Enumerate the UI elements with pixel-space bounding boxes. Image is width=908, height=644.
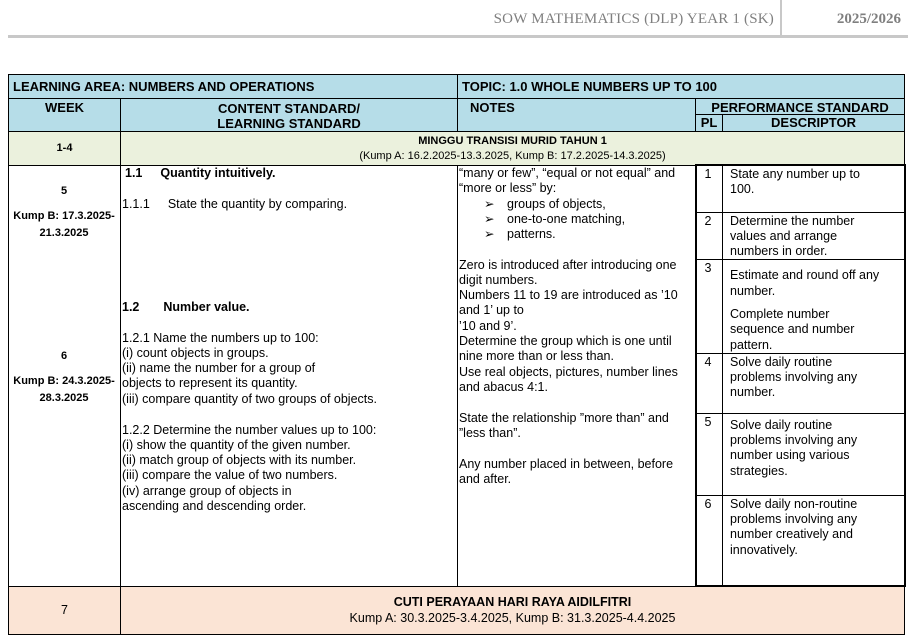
week-cell [9, 165, 121, 586]
table-row [697, 260, 904, 353]
week-6: 6 Kump B: 24.3.2025- 28.3.2025 [13, 349, 115, 404]
section-1-2-heading: 1.2 Number value. [122, 299, 250, 314]
notes-header: NOTES [458, 99, 696, 132]
holiday-period [121, 586, 905, 634]
notes-cell [458, 165, 696, 586]
learning-area: LEARNING AREA: NUMBERS AND OPERATIONS [9, 75, 458, 99]
descriptor-5: Solve daily routine problems involving any number using various strategies. [723, 413, 904, 495]
performance-level-table [697, 166, 904, 585]
standard-1-2-1: 1.2.1 Name the numbers up to 100: (i) count objects in groups. (ii) name the number for a group of objects to represent its quantity. (iii) compare quantity of two groups of objects. [122, 330, 377, 406]
holiday-week: 7 [9, 586, 121, 634]
table-row [697, 353, 904, 413]
notes-paragraph-relationship: State the relationship ”more than” and ”less than”. [459, 410, 669, 440]
table-row [697, 413, 904, 495]
header-divider [780, 0, 782, 36]
descriptor-4: Solve daily routine problems involving any number. [723, 353, 904, 413]
scheme-of-work-table [8, 74, 906, 635]
pl-4: 4 [697, 353, 723, 413]
standard-1-2-2: 1.2.2 Determine the number values up to 100: (i) show the quantity of the given number. (ii) match group of objects with its number. (iii) compare the value of two numbers. (iv) arrange group of objects in ascending and descending order. [122, 422, 377, 513]
notes-paragraph-placement: Any number placed in between, before and after. [459, 456, 674, 486]
transition-period [121, 132, 905, 166]
week-5: 5 Kump B: 17.3.2025- 21.3.2025 [13, 184, 115, 239]
table-row [697, 495, 904, 585]
holiday-dates: Kump A: 30.3.2025-3.4.2025, Kump B: 31.3.2025-4.4.2025 [349, 611, 676, 626]
transition-week: 1-4 [9, 132, 121, 166]
performance-standard-cell [696, 165, 905, 586]
document-title: SOW MATHEMATICS (DLP) YEAR 1 (SK) [493, 11, 774, 27]
page-header [8, 0, 908, 38]
descriptor-2: Determine the number values and arrange numbers in order. [723, 212, 904, 260]
content-standard-cell [121, 165, 458, 586]
week-header: WEEK [9, 99, 121, 132]
section-1-1-heading: 1.1 Quantity intuitively. [125, 165, 276, 180]
descriptor-6: Solve daily non-routine problems involving any number creatively and innovatively. [723, 495, 904, 585]
pl-1: 1 [697, 166, 723, 212]
notes-paragraph-zero: Zero is introduced after introducing one digit numbers. Numbers 11 to 19 are introduced as ’10 and 1’ up to ’10 and 9’. Determine the group which is one until nine more than or less than. Use real objects, pictures, number lines and abacus 4:1. [459, 257, 678, 394]
descriptor-header: DESCRIPTOR [771, 115, 857, 130]
holiday-title: CUTI PERAYAAN HARI RAYA AIDILFITRI [393, 595, 632, 610]
topic: TOPIC: 1.0 WHOLE NUMBERS UP TO 100 [458, 75, 905, 99]
pl-5: 5 [697, 413, 723, 495]
list-item: ➢ groups of objects, [484, 196, 606, 211]
transition-title: MINGGU TRANSISI MURID TAHUN 1 [418, 135, 607, 147]
transition-dates: (Kump A: 16.2.2025-13.3.2025, Kump B: 17.2.2025-14.3.2025) [359, 150, 666, 162]
standard-1-1-1: 1.1.1 State the quantity by comparing. [122, 196, 348, 211]
arrow-bullet-icon: ➢ [484, 227, 495, 242]
table-row [697, 212, 904, 260]
list-item: ➢ one-to-one matching, [484, 211, 626, 226]
pl-2: 2 [697, 212, 723, 260]
arrow-bullet-icon: ➢ [484, 196, 495, 211]
academic-year: 2025/2026 [836, 11, 901, 27]
content-standard-header: CONTENT STANDARD/ LEARNING STANDARD [121, 99, 458, 132]
pl-3: 3 [697, 260, 723, 353]
list-item: ➢ patterns. [484, 227, 556, 242]
pl-6: 6 [697, 495, 723, 585]
descriptor-3: Estimate and round off any number. Complete number sequence and number pattern. [723, 260, 904, 353]
table-row [697, 166, 904, 212]
notes-intro: “many or few”, “equal or not equal” and “more or less” by: [459, 165, 676, 195]
notes-bullet-list [459, 197, 625, 243]
performance-standard-header: PERFORMANCE STANDARD PL DESCRIPTOR [696, 99, 905, 132]
arrow-bullet-icon: ➢ [484, 211, 495, 226]
pl-header: PL [696, 115, 723, 131]
descriptor-1: State any number up to 100. [723, 166, 904, 212]
